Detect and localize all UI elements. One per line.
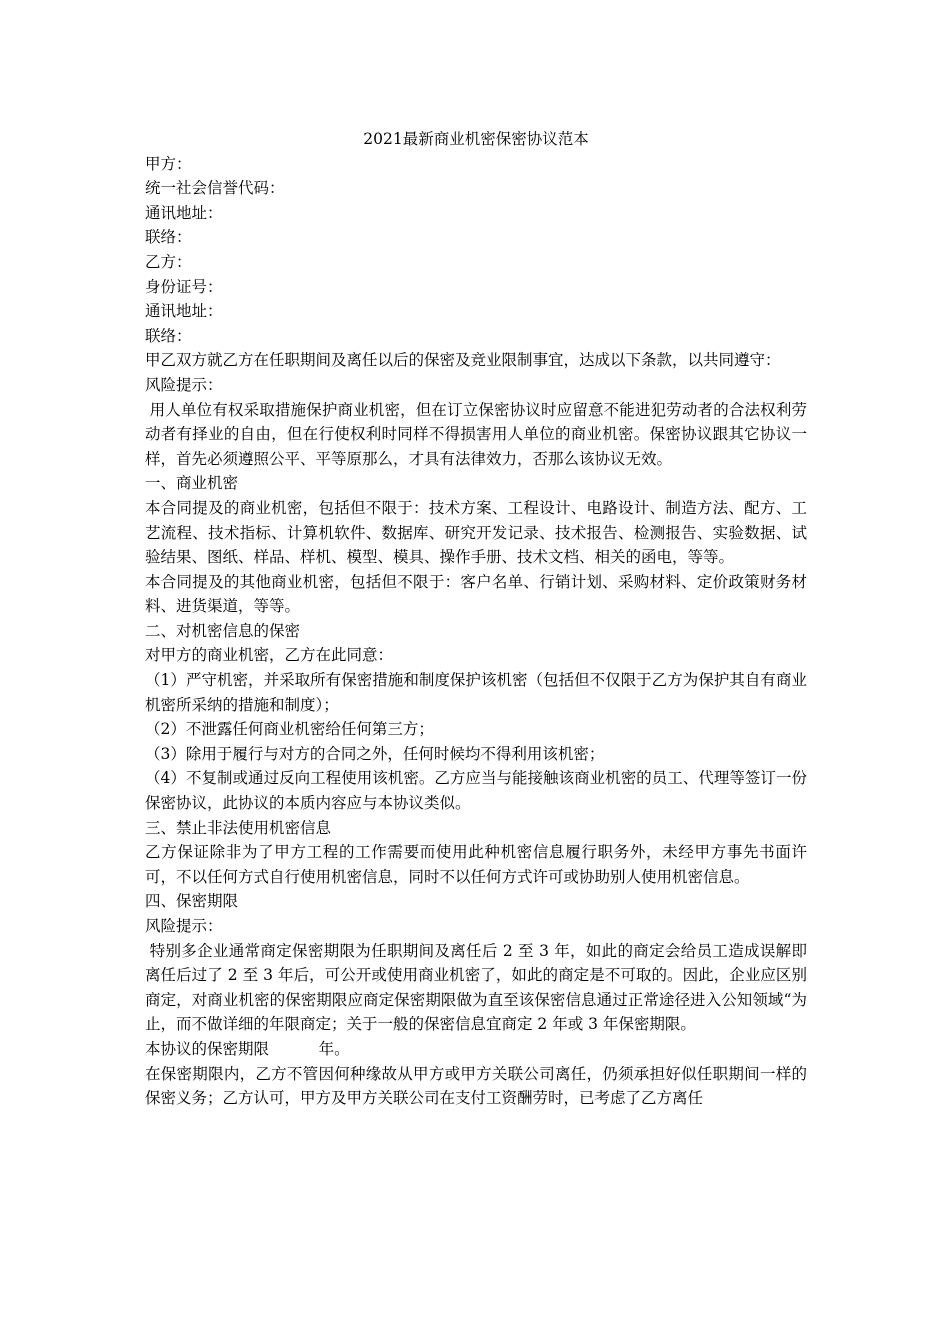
party-b-contact: 联络： <box>145 326 192 345</box>
document-title: 2021最新商业机密保密协议范本 <box>363 130 589 148</box>
section-3-heading: 三、禁止非法使用机密信息 <box>145 818 332 837</box>
party-a-credit-code: 统一社会信誉代码： <box>145 179 285 198</box>
party-b-id-number: 身份证号： <box>145 277 223 296</box>
term-prefix: 本协议的保密期限 <box>145 1039 270 1058</box>
section-2-item-1: （1）严守机密，并采取所有保密措施和制度保护该机密（包括但不仅限于乙方为保护其自有商业机密所采纳的措施和制度）； <box>145 671 807 714</box>
document-body <box>145 127 807 1111</box>
section-3-paragraph: 乙方保证除非为了甲方工程的工作需要而使用此种机密信息履行职务外，未经甲方事先书面许可，不以任何方式自行使用机密信息，同时不以任何方式许可或协助别人使用机密信息。 <box>145 843 807 886</box>
intro-paragraph: 甲乙双方就乙方在任职期间及离任以后的保密及竞业限制事宜，达成以下条款，以共同遵守： <box>145 351 781 370</box>
section-2-item-3: （3）除用于履行与对方的合同之外，任何时候均不得利用该机密； <box>145 744 605 763</box>
term-line <box>145 1037 807 1062</box>
section-2-item-2: （2）不泄露任何商业机密给任何第三方； <box>145 720 434 739</box>
section-4-heading: 四、保密期限 <box>145 892 239 911</box>
section-1-paragraph-2: 本合同提及的其他商业机密，包括但不限于：客户名单、行销计划、采购材料、定价政策财务材料、进货渠道，等等。 <box>145 572 807 616</box>
party-a-label: 甲方： <box>145 154 192 173</box>
section-4-last-paragraph: 在保密期限内，乙方不管因何种缘故从甲方或甲方关联公司离任，仍须承担好似任职期间一样的保密义务；乙方认可，甲方及甲方关联公司在支付工资酬劳时，已考虑了乙方离任 <box>145 1064 807 1108</box>
section-2-item-4: （4）不复制或通过反向工程使用该机密。乙方应当与能接触该商业机密的员工、代理等签订一份保密协议，此协议的本质内容应与本协议类似。 <box>145 769 807 813</box>
section-2-heading: 二、对机密信息的保密 <box>145 621 301 640</box>
section-4-risk-paragraph: 特别多企业通常商定保密期限为任职期间及离任后 2 至 3 年，如此的商定会给员工造成误解即离任后过了 2 至 3 年后，可公开或使用商业机密了，如此的商定是不可取的。因此，企业应区别商定，对商业机密的保密期限应商定保密期限做为直至该保密信息通过正常途径进入公知领域“为止，而不做详细的年限商定；关于一般的保密信息宜商定 2 年或 3 年保密期限。 <box>145 941 807 1034</box>
party-a-contact: 联络： <box>145 228 192 247</box>
party-a-address: 通讯地址： <box>145 203 223 222</box>
party-b-label: 乙方： <box>145 252 192 271</box>
risk-note-label: 风险提示： <box>145 375 223 394</box>
section-1-paragraph-1: 本合同提及的商业机密，包括但不限于：技术方案、工程设计、电路设计、制造方法、配方、工艺流程、技术指标、计算机软件、数据库、研究开发记录、技术报告、检测报告、实验数据、试验结果、图纸、样品、样机、模型、模具、操作手册、技术文档、相关的函电，等等。 <box>145 498 807 567</box>
section-4-risk-label: 风险提示： <box>145 917 223 935</box>
section-1-heading: 一、商业机密 <box>145 474 239 493</box>
risk-note-paragraph: 用人单位有权采取措施保护商业机密，但在订立保密协议时应留意不能进犯劳动者的合法权利劳动者有择业的自由，但在行使权利时同样不得损害用人单位的商业机密。保密协议跟其它协议一样，首先必须遵照公平、平等原那么，才具有法律效力，否那么该协议无效。 <box>145 400 807 468</box>
term-suffix: 年。 <box>318 1039 350 1058</box>
section-2-lead: 对甲方的商业机密，乙方在此同意： <box>145 646 394 665</box>
party-b-address: 通讯地址： <box>145 302 223 321</box>
